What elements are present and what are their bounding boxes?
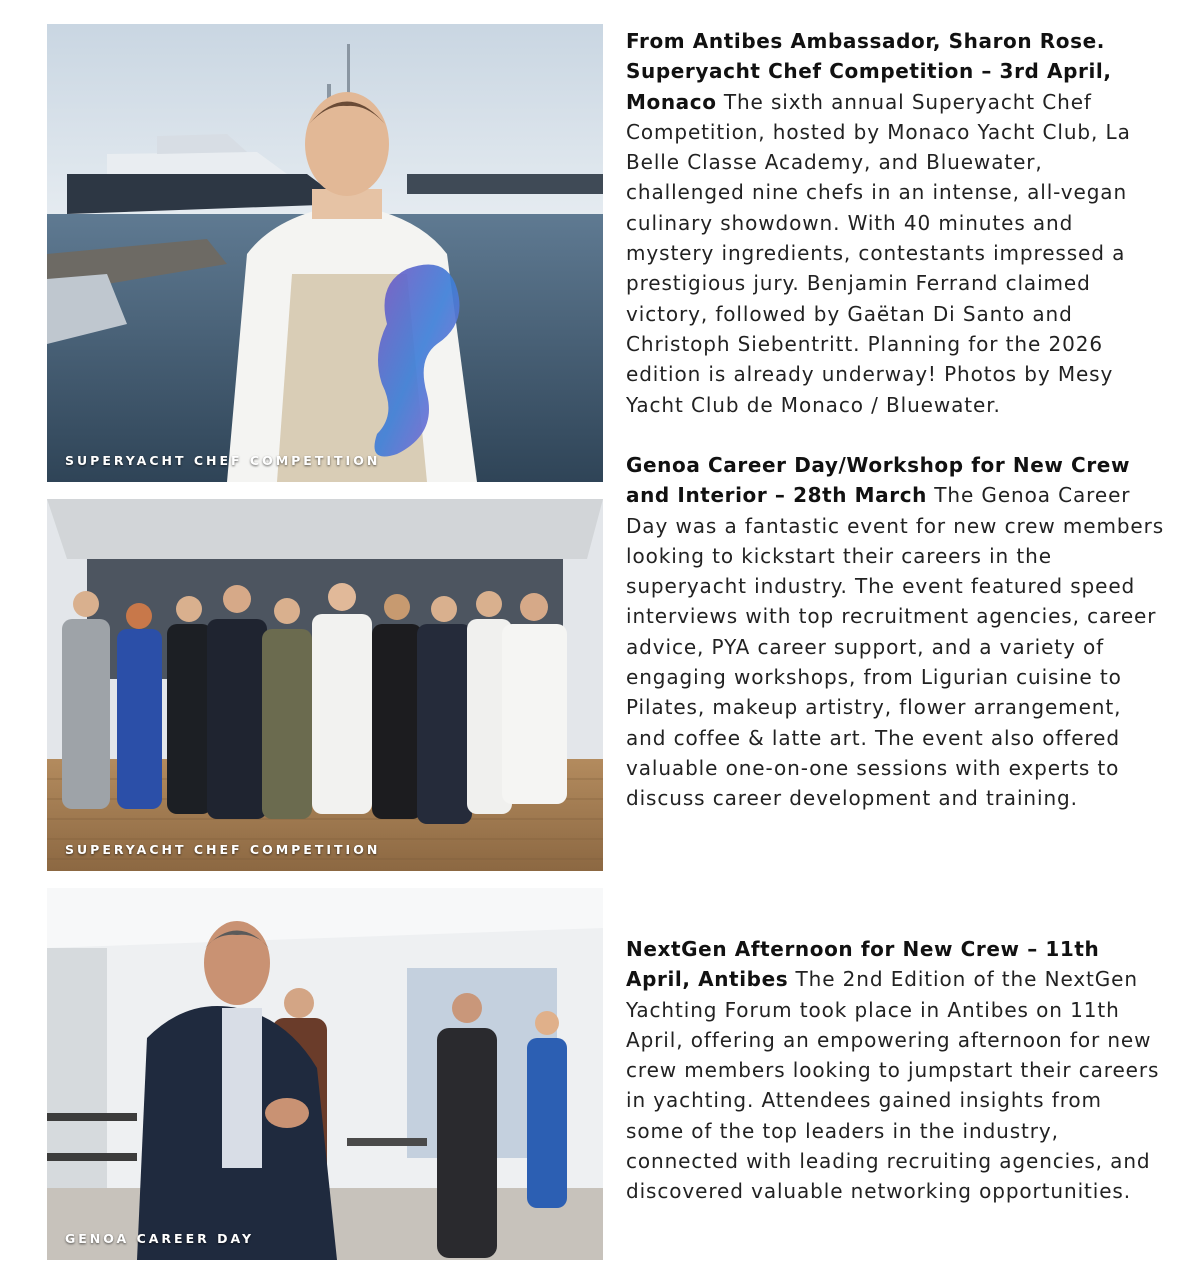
article-body: The Genoa Career Day was a fantastic event for new crew members looking to kickstart their careers in the superyacht industry. The event featured speed interviews with top recruitment agencies, career advice, PYA career support, and a variety of engaging workshops, from Ligurian cuisine to Pilates, makeup artistry, flower arrangement, and coffee & latte art. The event also offered valuable one-on-one sessions with experts to discuss career development and training. xyxy=(626,483,1165,811)
article-body: The sixth annual Superyacht Chef Competition, hosted by Monaco Yacht Club, La Belle Classe Academy, and Bluewater, challenged nine chefs in an intense, all-vegan culinary showdown. With 40 minutes and mystery ingredients, contestants impressed a prestigious jury. Benjamin Ferrand claimed victory, followed by Gaëtan Di Santo and Christoph Siebentritt. Planning for the 2026 edition is already underway! Photos by Mesy Yacht Club de Monaco / Bluewater. xyxy=(626,89,1131,417)
article-headline: From Antibes Ambassador, Sharon Rose. Superyacht Chef Competition – 3rd April, Monaco xyxy=(626,29,1112,114)
article-genoa-career-day xyxy=(626,450,1166,814)
article-body: The 2nd Edition of the NextGen Yachting Forum took place in Antibes on 11th April, offering an empowering afternoon for new crew members looking to jumpstart their careers in yachting. Attendees gained insights from some of the top leaders in the industry, connected with leading recruiting agencies, and discovered valuable networking opportunities. xyxy=(626,967,1160,1204)
article-superyacht-chef-competition xyxy=(626,26,1166,420)
article-headline: Genoa Career Day/Workshop for New Crew and Interior – 28th March xyxy=(626,453,1131,508)
photo-caption: SUPERYACHT CHEF COMPETITION xyxy=(65,842,381,857)
group-photo xyxy=(47,499,603,871)
career-day-image xyxy=(47,888,603,1260)
photo-caption: SUPERYACHT CHEF COMPETITION xyxy=(65,453,381,468)
article-headline: NextGen Afternoon for New Crew – 11th April, Antibes xyxy=(626,937,1100,992)
chef-competition-photo xyxy=(47,24,603,482)
career-day-photo xyxy=(47,888,603,1260)
photo-caption: GENOA CAREER DAY xyxy=(65,1231,255,1246)
group-on-deck-image xyxy=(47,499,603,871)
article-nextgen-afternoon xyxy=(626,934,1166,1207)
chef-competition-image xyxy=(47,24,603,482)
